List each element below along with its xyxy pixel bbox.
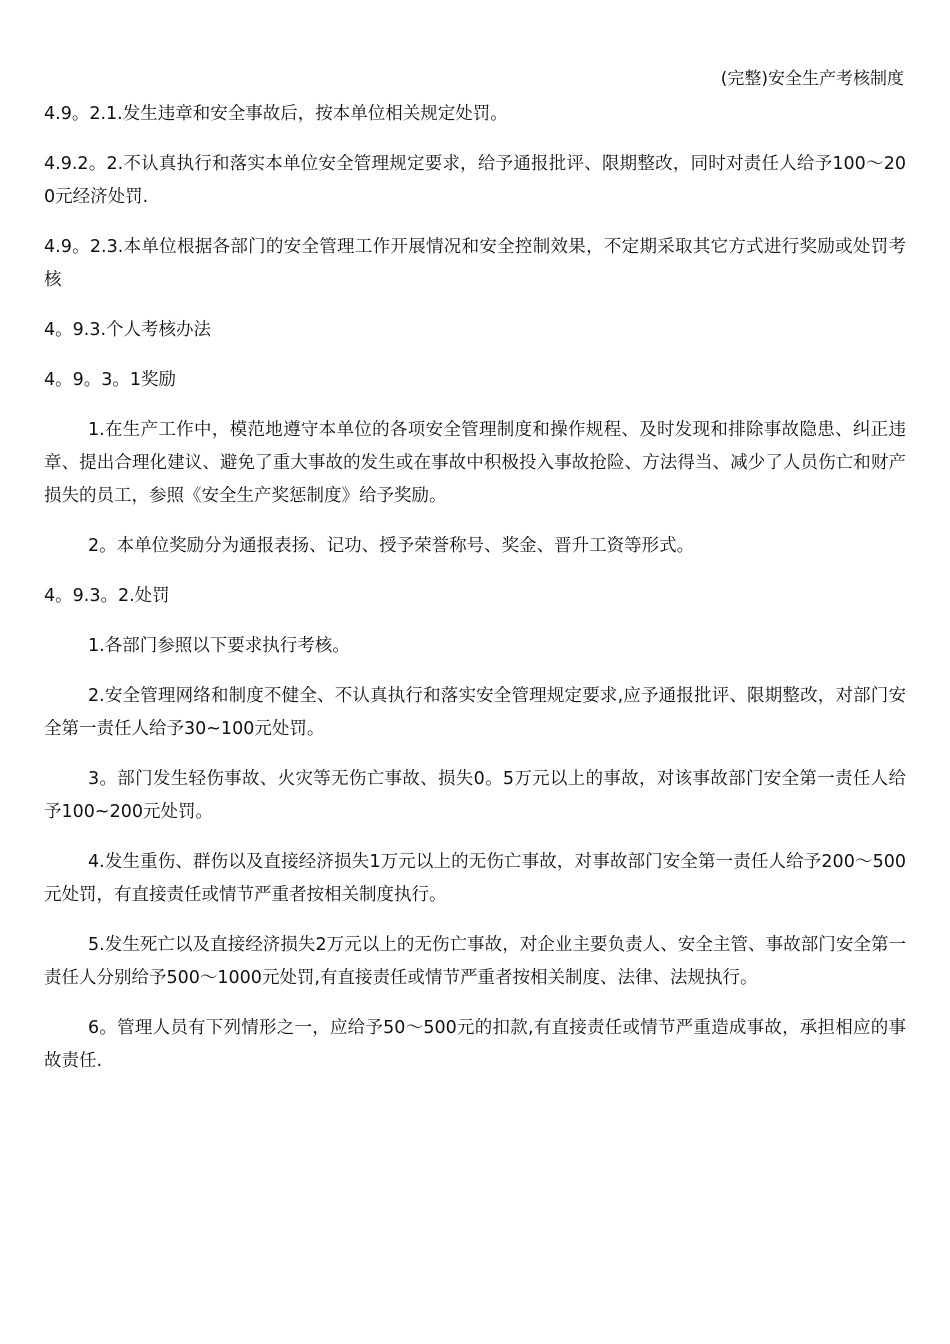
paragraph-4-9-2-3: 4.9。2.3.本单位根据各部门的安全管理工作开展情况和安全控制效果，不定期采取其它方式进行奖励或处罚考核 xyxy=(44,237,906,290)
subsection-heading-penalties: 4。9.3。2.处罚 xyxy=(44,586,170,606)
paragraph-4-9-2-2: 4.9.2。2.不认真执行和落实本单位安全管理规定要求，给予通报批评、限期整改，同时对责任人给予100～200元经济处罚. xyxy=(44,154,906,207)
reward-item-1: 1.在生产工作中，模范地遵守本单位的各项安全管理制度和操作规程、及时发现和排除事故隐患、纠正违章、提出合理化建议、避免了重大事故的发生或在事故中积极投入事故抢险、方法得当、减少了人员伤亡和财产损失的员工，参照《安全生产奖惩制度》给予奖励。 xyxy=(44,420,906,506)
penalty-item-1: 1.各部门参照以下要求执行考核。 xyxy=(88,636,350,656)
penalty-item-6: 6。管理人员有下列情形之一，应给予50～500元的扣款,有直接责任或情节严重造成事故，承担相应的事故责任. xyxy=(44,1018,906,1071)
section-heading-personal-assessment: 4。9.3.个人考核办法 xyxy=(44,320,212,340)
document-body xyxy=(44,98,906,1078)
paragraph-4-9-2-1: 4.9。2.1.发生违章和安全事故后，按本单位相关规定处罚。 xyxy=(44,104,508,124)
penalty-item-2: 2.安全管理网络和制度不健全、不认真执行和落实安全管理规定要求,应予通报批评、限期整改，对部门安全第一责任人给予30~100元处罚。 xyxy=(44,686,906,739)
penalty-item-3: 3。部门发生轻伤事故、火灾等无伤亡事故、损失0。5万元以上的事故，对该事故部门安全第一责任人给予100~200元处罚。 xyxy=(44,769,906,822)
reward-item-2: 2。本单位奖励分为通报表扬、记功、授予荣誉称号、奖金、晋升工资等形式。 xyxy=(88,536,695,556)
penalty-item-4: 4.发生重伤、群伤以及直接经济损失1万元以上的无伤亡事故，对事故部门安全第一责任人给予200～500元处罚，有直接责任或情节严重者按相关制度执行。 xyxy=(44,852,906,905)
page-header-title: (完整)安全生产考核制度 xyxy=(720,69,904,89)
penalty-item-5: 5.发生死亡以及直接经济损失2万元以上的无伤亡事故，对企业主要负责人、安全主管、事故部门安全第一责任人分别给予500～1000元处罚,有直接责任或情节严重者按相关制度、法律、法规执行。 xyxy=(44,935,906,988)
subsection-heading-rewards: 4。9。3。1奖励 xyxy=(44,370,177,390)
